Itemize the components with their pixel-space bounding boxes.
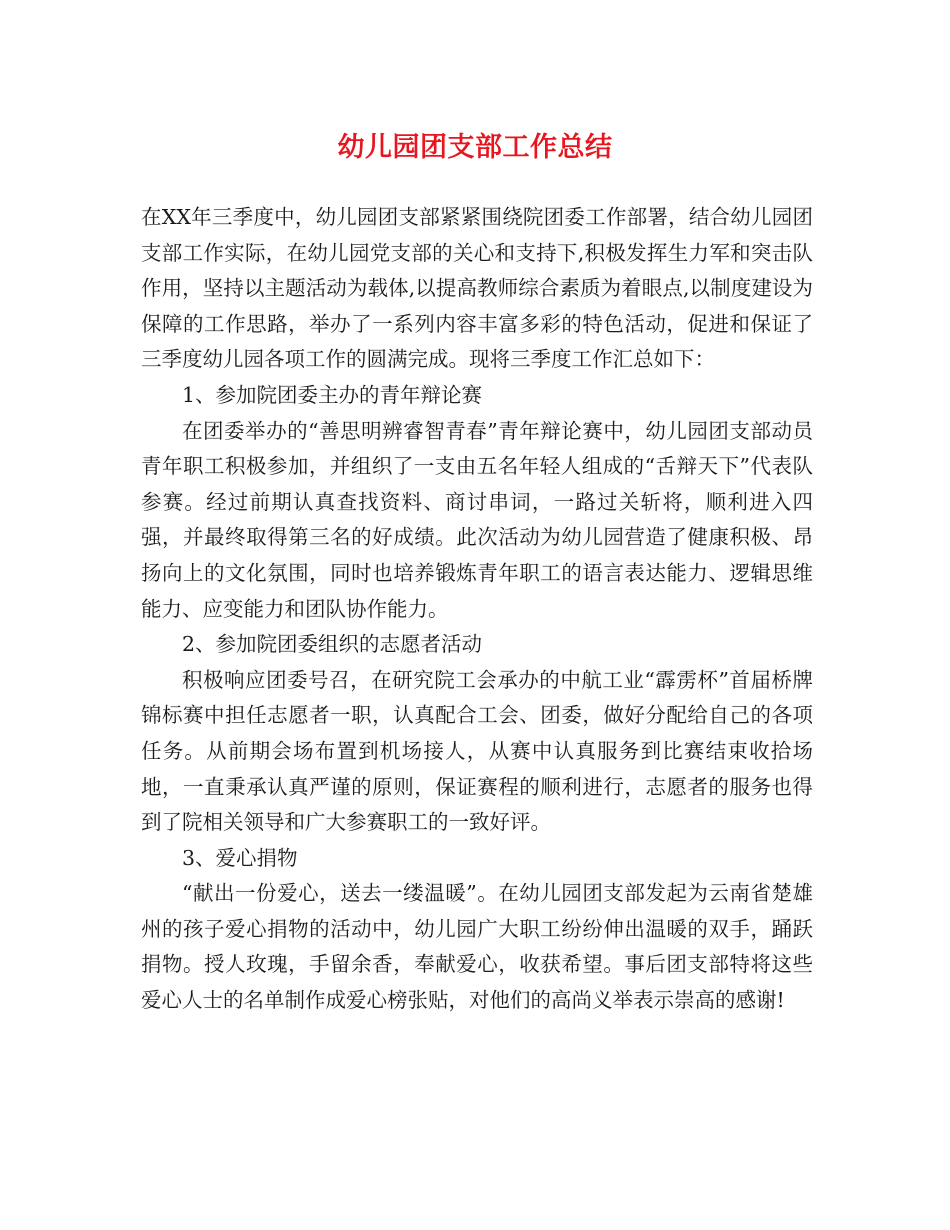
document-title: 幼儿园团支部工作总结 (337, 132, 613, 163)
section-paragraph-2: 积极响应团委号召，在研究院工会承办的中航工业“霹雳杯”首届桥牌锦标赛中担任志愿者一职，认真配合工会、团委，做好分配给自己的各项任务。从前期会场布置到机场接人，从赛中认真服务到比赛结束收拾场地，一直秉承认真严谨的原则，保证赛程的顺利进行，志愿者的服务也得到了院相关领导和广大参赛职工的一致好评。 (141, 667, 813, 835)
section-paragraph-1: 在团委举办的“善思明辨睿智青春”青年辩论赛中，幼儿园团支部动员青年职工积极参加，并组织了一支由五名年轻人组成的“舌辩天下”代表队参赛。经过前期认真查找资料、商讨串词，一路过关斩将，顺利进入四强，并最终取得第三名的好成绩。此次活动为幼儿园营造了健康积极、昂扬向上的文化氛围，同时也培养锻炼青年职工的语言表达能力、逻辑思维能力、应变能力和团队协作能力。 (141, 418, 813, 621)
section-heading-2: 2、参加院团委组织的志愿者活动 (182, 632, 483, 657)
section-paragraph-3: “献出一份爱心，送去一缕温暖”。在幼儿园团支部发起为云南省楚雄州的孩子爱心捐物的活动中，幼儿园广大职工纷纷伸出温暖的双手，踊跃捐物。授人玫瑰，手留余香，奉献爱心，收获希望。事后团支部特将这些爱心人士的名单制作成爱心榜张贴，对他们的高尚义举表示崇高的感谢! (141, 881, 813, 1013)
section-heading-3: 3、爱心捐物 (182, 845, 298, 870)
document-body (141, 200, 813, 1019)
section-heading-1: 1、参加院团委主办的青年辩论赛 (182, 382, 483, 407)
intro-paragraph: 在XX年三季度中，幼儿园团支部紧紧围绕院团委工作部署，结合幼儿园团支部工作实际，在幼儿园党支部的关心和支持下,积极发挥生力军和突击队作用，坚持以主题活动为载体,以提高教师综合素质为着眼点,以制度建设为保障的工作思路，举办了一系列内容丰富多彩的特色活动，促进和保证了三季度幼儿园各项工作的圆满完成。现将三季度工作汇总如下： (141, 205, 813, 372)
